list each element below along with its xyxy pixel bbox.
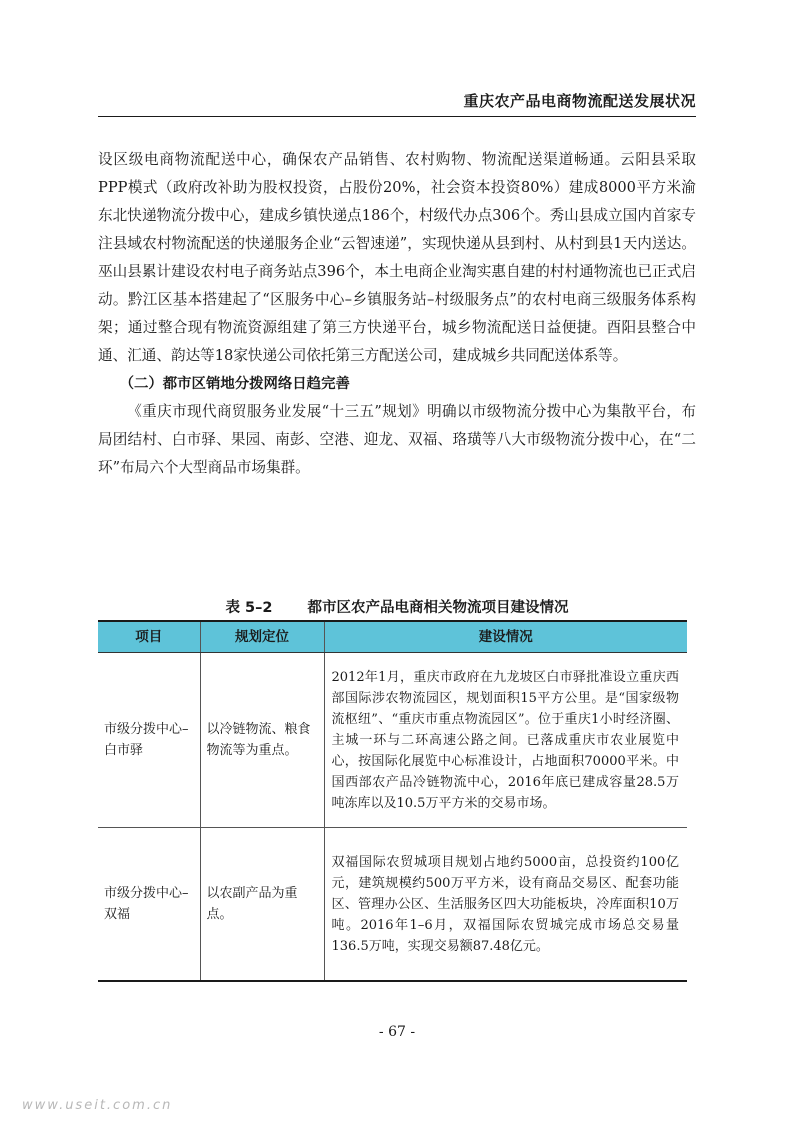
table-row — [98, 828, 687, 982]
column-header-project: 项目 — [98, 621, 200, 653]
table-caption — [98, 596, 696, 617]
running-header: 重庆农产品电商物流配送发展状况 — [463, 92, 696, 110]
body-text — [98, 146, 696, 482]
column-header-details: 建设情况 — [324, 621, 687, 653]
cell-positioning: 以冷链物流、粮食物流等为重点。 — [200, 653, 324, 828]
table-caption-title: 都市区农产品电商相关物流项目建设情况 — [307, 600, 569, 616]
paragraph: 《重庆市现代商贸服务业发展“十三五”规划》明确以市级物流分拨中心为集散平台，布局团结村、白市驿、果园、南彭、空港、迎龙、双福、珞璜等八大市级物流分拨中心，在“二环”布局六个大型商品市场集群。 — [98, 403, 696, 476]
project-table — [98, 620, 687, 982]
cell-details: 双福国际农贸城项目规划占地约5000亩，总投资约100亿元，建筑规模约500万平方米，设有商品交易区、配套功能区、管理办公区、生活服务区四大功能板块，冷库面积10万吨。2016年1–6月，双福国际农贸城完成市场总交易量136.5万吨，实现交易额87.48亿元。 — [324, 828, 687, 982]
table-row — [98, 653, 687, 828]
paragraph-continued: 设区级电商物流配送中心，确保农产品销售、农村购物、物流配送渠道畅通。云阳县采取PPP模式（政府改补助为股权投资，占股份20%，社会资本投资80%）建成8000平方米渝东北快递物流分拨中心，建成乡镇快递点186个，村级代办点306个。秀山县成立国内首家专注县域农村物流配送的快递服务企业“云智速递”，实现快递从县到村、从村到县1天内送达。巫山县累计建设农村电子商务站点396个，本土电商企业淘实惠自建的村村通物流也已正式启动。黔江区基本搭建起了“区服务中心–乡镇服务站–村级服务点”的农村电商三级服务体系构架；通过整合现有物流资源组建了第三方快递平台，城乡物流配送日益便捷。酉阳县整合中通、汇通、韵达等18家快递公司依托第三方配送公司，建成城乡共同配送体系等。 — [98, 151, 696, 364]
table-caption-number: 表 5–2 — [225, 600, 273, 616]
page-number: - 67 - — [378, 1024, 416, 1040]
watermark: www.useit.com.cn — [22, 1098, 173, 1113]
cell-project: 市级分拨中心–白市驿 — [98, 653, 200, 828]
table-header-row — [98, 621, 687, 653]
section-heading: （二）都市区销地分拨网络日趋完善 — [119, 376, 350, 392]
cell-project: 市级分拨中心–双福 — [98, 828, 200, 982]
cell-details: 2012年1月，重庆市政府在九龙坡区白市驿批准设立重庆西部国际涉农物流园区，规划面积15平方公里。是“国家级物流枢纽”、“重庆市重点物流园区”。位于重庆1小时经济圈、主城一环与二环高速公路之间。已落成重庆市农业展览中心，按国际化展览中心标准设计，占地面积70000平米。中国西部农产品冷链物流中心，2016年底已建成容量28.5万吨冻库以及10.5万平方米的交易市场。 — [324, 653, 687, 828]
column-header-positioning: 规划定位 — [200, 621, 324, 653]
header-rule — [98, 116, 696, 117]
cell-positioning: 以农副产品为重点。 — [200, 828, 324, 982]
